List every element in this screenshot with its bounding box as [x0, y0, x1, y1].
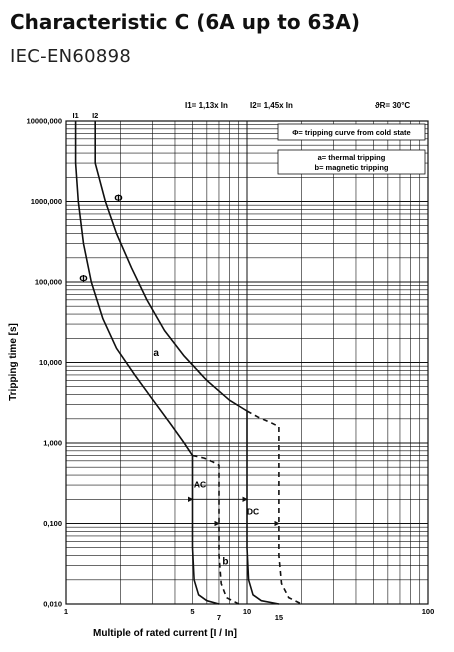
y-tick-label: 10,000 — [39, 358, 62, 367]
y-tick-label: 0,010 — [43, 599, 62, 609]
curve-annotation: Φ — [79, 274, 88, 285]
x-tick-label: 100 — [421, 607, 435, 616]
y-tick-label: 0,100 — [43, 519, 62, 528]
curve-annotation: b — [222, 556, 229, 568]
header-note-i2: I2= 1,45x In — [250, 101, 293, 110]
curve-annotation: DC — [246, 506, 260, 517]
legend-entry-cold: Φ= tripping curve from cold state — [292, 128, 411, 137]
curve-annotation: Φ — [114, 193, 123, 205]
tripping-curve-3 — [193, 456, 239, 605]
y-tick-label: 1000,000 — [30, 197, 62, 206]
x-tick-label: 10 — [242, 607, 252, 616]
chart-legend — [278, 124, 425, 174]
y-tick-label: 100,000 — [34, 277, 62, 287]
y-axis-label: Tripping time [s] — [8, 323, 19, 401]
curve-annotation: AC — [193, 479, 207, 490]
x-tick-label: 5 — [190, 607, 195, 616]
curve-annotation: a — [153, 348, 159, 360]
header-note-temp: ϑR= 30°C — [375, 101, 411, 110]
legend-entry-magnetic: b= magnetic tripping — [314, 163, 389, 172]
y-tick-label: 10000,000 — [26, 116, 62, 126]
y-tick-label: 1,000 — [43, 438, 62, 448]
x-axis-label: Multiple of rated current [I / In] — [93, 628, 237, 639]
x-tick-label: 15 — [274, 613, 284, 622]
top-current-label: I2 — [92, 111, 99, 120]
x-tick-label: 1 — [63, 607, 69, 616]
x-tick-label: 7 — [216, 613, 222, 622]
top-current-label: I1 — [72, 111, 79, 120]
page-title: Characteristic C (6A up to 63A) — [10, 10, 360, 34]
page-subtitle: IEC-EN60898 — [10, 46, 132, 67]
legend-entry-thermal: a= thermal tripping — [317, 153, 386, 162]
header-note-i1: I1= 1,13x In — [185, 101, 228, 110]
